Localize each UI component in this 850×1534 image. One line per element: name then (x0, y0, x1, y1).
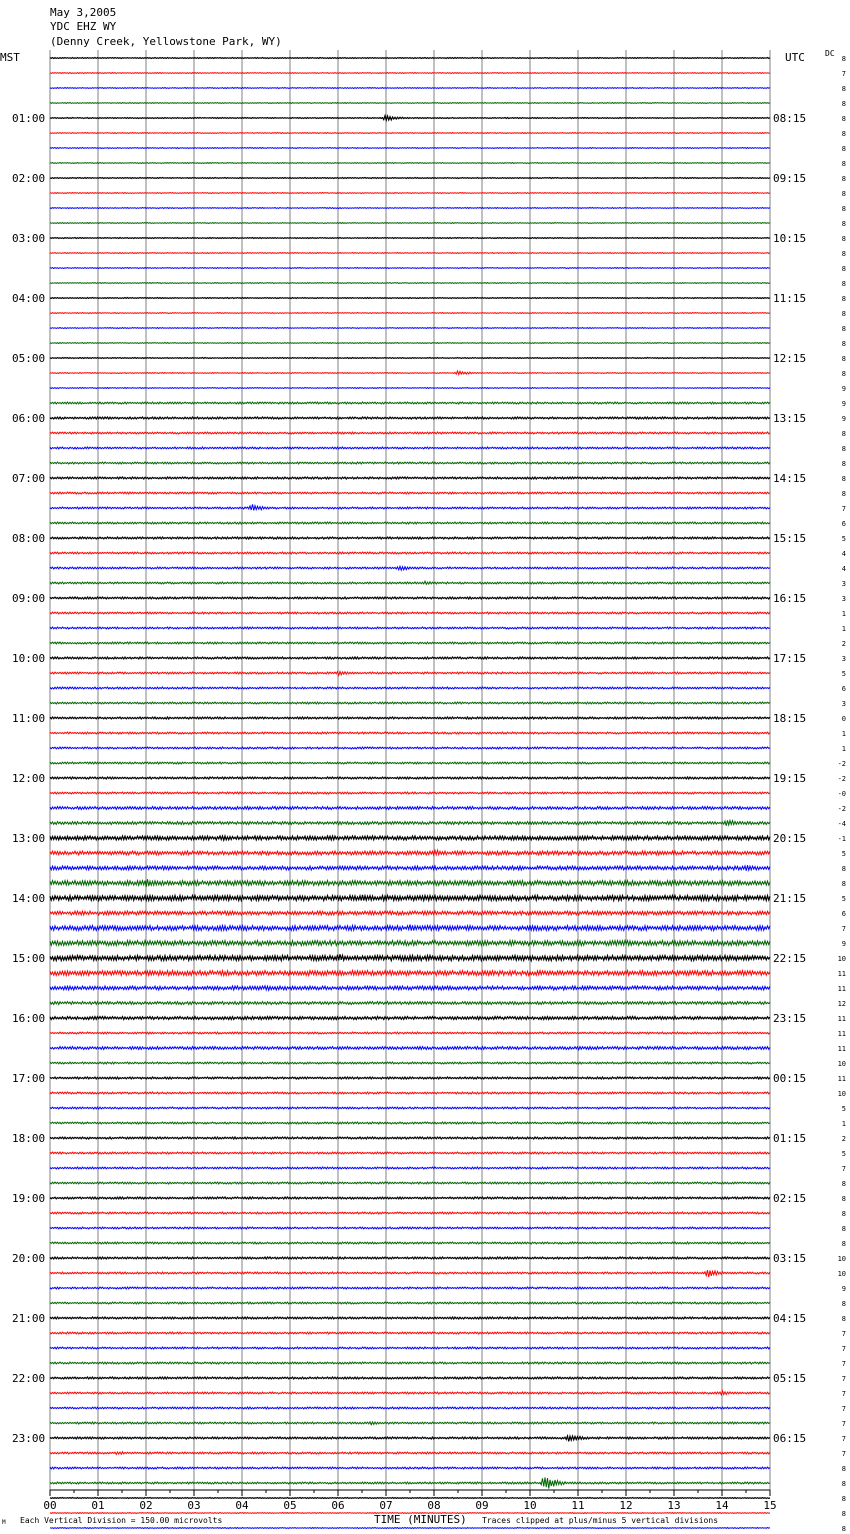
dc-offset-value: 5 (841, 895, 846, 903)
dc-offset-value: 10 (837, 955, 846, 963)
x-tick-label: 00 (43, 1499, 57, 1512)
x-tick-label: 07 (379, 1499, 393, 1512)
x-tick-label: 10 (523, 1499, 537, 1512)
trace-line (50, 313, 770, 314)
mst-hour-label: 10:00 (12, 652, 46, 665)
x-tick-label: 02 (139, 1499, 153, 1512)
trace-line (50, 820, 770, 825)
trace-line (50, 687, 770, 689)
trace-line (50, 986, 770, 991)
trace-line (50, 1391, 770, 1395)
mst-hour-labels (12, 112, 45, 1445)
dc-offset-value: 8 (841, 355, 846, 363)
trace-line (50, 1092, 770, 1094)
utc-hour-label: 06:15 (773, 1432, 807, 1445)
utc-hour-label: 16:15 (773, 592, 807, 605)
dc-offset-value: 8 (841, 280, 846, 288)
dc-offset-value: 8 (841, 490, 846, 498)
minute-grid (50, 50, 770, 1496)
header-station: YDC EHZ WY (50, 20, 117, 33)
trace-line (50, 238, 770, 239)
dc-offset-value: 8 (841, 190, 846, 198)
dc-offset-value: 8 (841, 205, 846, 213)
trace-line (50, 581, 770, 584)
x-tick-label: 14 (715, 1499, 729, 1512)
utc-hour-label: 03:15 (773, 1252, 807, 1265)
dc-offset-value: 4 (841, 565, 846, 573)
utc-hour-label: 15:15 (773, 532, 807, 545)
trace-line (50, 1362, 770, 1364)
utc-hour-label: 04:15 (773, 1312, 807, 1325)
dc-offset-value: 7 (841, 925, 846, 933)
dc-offset-value: 8 (841, 1210, 846, 1218)
dc-offset-value: 7 (841, 1330, 846, 1338)
dc-offset-value: 5 (841, 1150, 846, 1158)
trace-line (50, 1436, 770, 1441)
dc-offset-value: 8 (841, 325, 846, 333)
dc-offset-value: 6 (841, 520, 846, 528)
trace-line (50, 1152, 770, 1154)
trace-line (50, 208, 770, 209)
dc-offset-value: 8 (841, 115, 846, 123)
trace-line (50, 1422, 770, 1425)
trace-line (50, 1227, 770, 1229)
utc-hour-label: 01:15 (773, 1132, 807, 1145)
trace-line (50, 193, 770, 194)
trace-line (50, 1317, 770, 1319)
mst-hour-label: 17:00 (12, 1072, 46, 1085)
trace-line (50, 73, 770, 74)
dc-offset-value: 8 (841, 1180, 846, 1188)
dc-offset-value: 9 (841, 400, 846, 408)
trace-line (50, 253, 770, 254)
dc-offset-value: 8 (841, 1525, 846, 1533)
dc-offset-value: 3 (841, 655, 846, 663)
trace-line (50, 537, 770, 539)
utc-hour-label: 23:15 (773, 1012, 807, 1025)
dc-offset-value: 6 (841, 685, 846, 693)
utc-hour-label: 11:15 (773, 292, 807, 305)
utc-hour-label: 14:15 (773, 472, 807, 485)
dc-offset-value: 3 (841, 700, 846, 708)
dc-offset-value: 8 (841, 1480, 846, 1488)
dc-offset-value: 9 (841, 1285, 846, 1293)
trace-line (50, 103, 770, 104)
dc-offset-value: 8 (841, 1225, 846, 1233)
utc-hour-label: 19:15 (773, 772, 807, 785)
trace-line (50, 343, 770, 344)
utc-hour-label: 08:15 (773, 112, 807, 125)
mst-hour-label: 21:00 (12, 1312, 46, 1325)
trace-line (50, 492, 770, 494)
trace-line (50, 807, 770, 810)
x-tick-labels (43, 1499, 776, 1512)
trace-line (50, 447, 770, 449)
dc-offset-value: 5 (841, 850, 846, 858)
dc-offset-value: 11 (837, 1075, 846, 1083)
trace-line (50, 836, 770, 840)
trace-line (50, 1077, 770, 1079)
dc-offset-value: 11 (837, 1030, 846, 1038)
dc-offset-value: 8 (841, 310, 846, 318)
dc-offset-value: 8 (841, 880, 846, 888)
trace-line (50, 747, 770, 749)
trace-line (50, 283, 770, 284)
trace-line (50, 1452, 770, 1455)
dc-offset-value: 8 (841, 235, 846, 243)
dc-offset-value: 5 (841, 670, 846, 678)
left-zone-label: MST (0, 51, 20, 64)
dc-offset-value: 8 (841, 265, 846, 273)
dc-offset-value: 9 (841, 385, 846, 393)
dc-offset-value: 8 (841, 1315, 846, 1323)
trace-line (50, 1257, 770, 1259)
mst-hour-label: 09:00 (12, 592, 46, 605)
x-tick-label: 03 (187, 1499, 201, 1512)
mst-hour-label: 12:00 (12, 772, 46, 785)
dc-offset-value: 9 (841, 940, 846, 948)
trace-line (50, 879, 770, 887)
trace-line (50, 941, 770, 946)
trace-line (50, 1242, 770, 1244)
dc-offset-value: 8 (841, 250, 846, 258)
trace-line (50, 792, 770, 794)
mst-hour-label: 02:00 (12, 172, 46, 185)
trace-line (50, 1167, 770, 1169)
mst-hour-label: 01:00 (12, 112, 46, 125)
trace-line (50, 702, 770, 704)
utc-hour-label: 10:15 (773, 232, 807, 245)
utc-hour-labels (773, 112, 806, 1445)
dc-offset-value: 10 (837, 1270, 846, 1278)
trace-line (50, 1197, 770, 1199)
dc-offset-value: 7 (841, 505, 846, 513)
header-location: (Denny Creek, Yellowstone Park, WY) (50, 35, 282, 48)
dc-offset-value: 8 (841, 340, 846, 348)
mst-hour-label: 06:00 (12, 412, 46, 425)
trace-line (50, 1347, 770, 1349)
x-tick-label: 11 (571, 1499, 585, 1512)
trace-line (50, 1137, 770, 1139)
clip-note: Traces clipped at plus/minus 5 vertical divisions (482, 1516, 719, 1525)
dc-offset-value: 1 (841, 610, 846, 618)
utc-hour-label: 21:15 (773, 892, 807, 905)
trace-line (50, 1182, 770, 1184)
mst-hour-label: 03:00 (12, 232, 46, 245)
dc-offset-value: -4 (837, 820, 846, 828)
trace-line (50, 504, 770, 510)
mst-hour-label: 11:00 (12, 712, 46, 725)
utc-hour-label: 02:15 (773, 1192, 807, 1205)
dc-offset-value: 8 (841, 295, 846, 303)
trace-line (50, 1332, 770, 1334)
trace-line (50, 417, 770, 419)
x-tick-label: 09 (475, 1499, 489, 1512)
trace-line (50, 1212, 770, 1214)
mst-hour-label: 14:00 (12, 892, 46, 905)
trace-line (50, 1062, 770, 1064)
dc-offset-value: 10 (837, 1090, 846, 1098)
dc-offset-value: 8 (841, 1495, 846, 1503)
utc-hour-label: 13:15 (773, 412, 807, 425)
dc-offset-value: 11 (837, 970, 846, 978)
dc-offset-value: 7 (841, 1435, 846, 1443)
dc-offset-value: 8 (841, 1465, 846, 1473)
x-tick-label: 04 (235, 1499, 249, 1512)
trace-line (50, 178, 770, 179)
trace-line (50, 865, 770, 870)
dc-offset-value: 8 (841, 445, 846, 453)
trace-line (50, 612, 770, 614)
dc-offset-value: 4 (841, 550, 846, 558)
dc-offset-value: 1 (841, 745, 846, 753)
trace-line (50, 1477, 770, 1488)
trace-line (50, 717, 770, 719)
dc-offset-value: 8 (841, 865, 846, 873)
trace-line (50, 298, 770, 299)
trace-line (50, 1270, 770, 1277)
dc-offset-value: 3 (841, 580, 846, 588)
dc-offset-value: 5 (841, 535, 846, 543)
trace-line (50, 777, 770, 779)
trace-line (50, 925, 770, 931)
trace-line (50, 1107, 770, 1109)
dc-offset-value: -2 (837, 760, 846, 768)
x-tick-label: 08 (427, 1499, 441, 1512)
dc-offset-value: 7 (841, 1420, 846, 1428)
dc-offset-value: 7 (841, 1165, 846, 1173)
x-tick-label: 13 (667, 1499, 681, 1512)
utc-hour-label: 05:15 (773, 1372, 807, 1385)
trace-line (50, 1498, 770, 1499)
dc-offset-value: 8 (841, 55, 846, 63)
trace-line (50, 432, 770, 434)
scale-note: Each Vertical Division = 150.00 microvolts (20, 1516, 223, 1525)
dc-offset-value: 0 (841, 715, 846, 723)
trace-line (50, 522, 770, 524)
trace-line (50, 462, 770, 464)
mst-hour-label: 19:00 (12, 1192, 46, 1205)
trace-line (50, 642, 770, 644)
trace-line (50, 971, 770, 976)
dc-offset-value: 7 (841, 1375, 846, 1383)
dc-label: DC (825, 49, 835, 58)
trace-line (50, 268, 770, 269)
trace-line (50, 1407, 770, 1409)
trace-line (50, 1467, 770, 1469)
trace-line (50, 1002, 770, 1005)
corner-mark: M (2, 1519, 6, 1526)
dc-offset-value: 2 (841, 1135, 846, 1143)
dc-offset-value: 1 (841, 1120, 846, 1128)
mst-hour-label: 23:00 (12, 1432, 46, 1445)
dc-offset-value: 8 (841, 460, 846, 468)
trace-line (50, 1287, 770, 1289)
trace-line (50, 1528, 770, 1529)
dc-offset-value: 8 (841, 1510, 846, 1518)
trace-line (50, 58, 770, 59)
trace-line (50, 762, 770, 764)
trace-line (50, 627, 770, 629)
trace-line (50, 371, 770, 375)
trace-line (50, 552, 770, 554)
trace-line (50, 88, 770, 89)
dc-offset-value: 7 (841, 1450, 846, 1458)
dc-offset-value: 9 (841, 415, 846, 423)
trace-line (50, 566, 770, 570)
trace-line (50, 1047, 770, 1050)
trace-line (50, 477, 770, 479)
mst-hour-label: 07:00 (12, 472, 46, 485)
dc-offset-value: 8 (841, 220, 846, 228)
trace-line (50, 328, 770, 329)
trace-rows (50, 58, 770, 1534)
trace-line (50, 163, 770, 164)
dc-offset-value: 1 (841, 625, 846, 633)
utc-hour-label: 17:15 (773, 652, 807, 665)
dc-offset-value: 12 (837, 1000, 846, 1008)
dc-offset-value: 7 (841, 1405, 846, 1413)
dc-offset-value: 8 (841, 100, 846, 108)
dc-offset-value: 5 (841, 1105, 846, 1113)
mst-hour-label: 16:00 (12, 1012, 46, 1025)
utc-hour-label: 18:15 (773, 712, 807, 725)
dc-offset-value: 1 (841, 730, 846, 738)
dc-offset-value: 10 (837, 1255, 846, 1263)
dc-offset-value: -2 (837, 805, 846, 813)
dc-offset-value: 7 (841, 1360, 846, 1368)
x-axis-label: TIME (MINUTES) (374, 1513, 467, 1526)
dc-offset-value: 8 (841, 370, 846, 378)
x-tick-label: 01 (91, 1499, 105, 1512)
dc-offset-value: 11 (837, 1015, 846, 1023)
dc-offset-value: 8 (841, 430, 846, 438)
x-tick-label: 12 (619, 1499, 633, 1512)
dc-offset-value: 7 (841, 1390, 846, 1398)
dc-offset-value: 6 (841, 910, 846, 918)
dc-offset-values (838, 55, 846, 1534)
trace-line (50, 657, 770, 659)
trace-line (50, 388, 770, 389)
x-tick-label: 15 (763, 1499, 777, 1512)
mst-hour-label: 08:00 (12, 532, 46, 545)
trace-line (50, 402, 770, 404)
dc-offset-value: 8 (841, 175, 846, 183)
utc-hour-label: 00:15 (773, 1072, 807, 1085)
trace-line (50, 1377, 770, 1379)
dc-offset-value: 7 (841, 70, 846, 78)
utc-hour-label: 12:15 (773, 352, 807, 365)
x-tick-label: 05 (283, 1499, 297, 1512)
trace-line (50, 850, 770, 855)
trace-line (50, 148, 770, 149)
trace-line (50, 1032, 770, 1034)
dc-offset-value: 8 (841, 160, 846, 168)
trace-line (50, 116, 770, 121)
trace-line (50, 895, 770, 901)
mst-hour-label: 04:00 (12, 292, 46, 305)
trace-line (50, 1122, 770, 1124)
dc-offset-value: 7 (841, 1345, 846, 1353)
mst-hour-label: 13:00 (12, 832, 46, 845)
dc-offset-value: 8 (841, 85, 846, 93)
dc-offset-value: -2 (837, 775, 846, 783)
trace-line (50, 597, 770, 599)
dc-offset-value: -1 (837, 835, 846, 843)
dc-offset-value: 3 (841, 595, 846, 603)
x-tick-label: 06 (331, 1499, 345, 1512)
utc-hour-label: 09:15 (773, 172, 807, 185)
dc-offset-value: 11 (837, 1045, 846, 1053)
dc-offset-value: 2 (841, 640, 846, 648)
mst-hour-label: 05:00 (12, 352, 46, 365)
trace-line (50, 358, 770, 359)
trace-line (50, 1017, 770, 1020)
mst-hour-label: 15:00 (12, 952, 46, 965)
utc-hour-label: 22:15 (773, 952, 807, 965)
trace-line (50, 223, 770, 224)
mst-hour-label: 18:00 (12, 1132, 46, 1145)
dc-offset-value: 11 (837, 985, 846, 993)
dc-offset-value: 10 (837, 1060, 846, 1068)
mst-hour-label: 22:00 (12, 1372, 46, 1385)
trace-line (50, 133, 770, 134)
dc-offset-value: 8 (841, 1240, 846, 1248)
utc-hour-label: 20:15 (773, 832, 807, 845)
dc-offset-value: 8 (841, 475, 846, 483)
dc-offset-value: 8 (841, 1300, 846, 1308)
trace-line (50, 672, 770, 676)
dc-offset-value: 8 (841, 145, 846, 153)
trace-line (50, 732, 770, 734)
dc-offset-value: 8 (841, 130, 846, 138)
mst-hour-label: 20:00 (12, 1252, 46, 1265)
dc-offset-value: 8 (841, 1195, 846, 1203)
dc-offset-value: -0 (837, 790, 846, 798)
trace-line (50, 911, 770, 915)
right-zone-label: UTC (785, 51, 805, 64)
trace-line (50, 954, 770, 960)
trace-line (50, 1302, 770, 1304)
header-date: May 3,2005 (50, 6, 117, 19)
